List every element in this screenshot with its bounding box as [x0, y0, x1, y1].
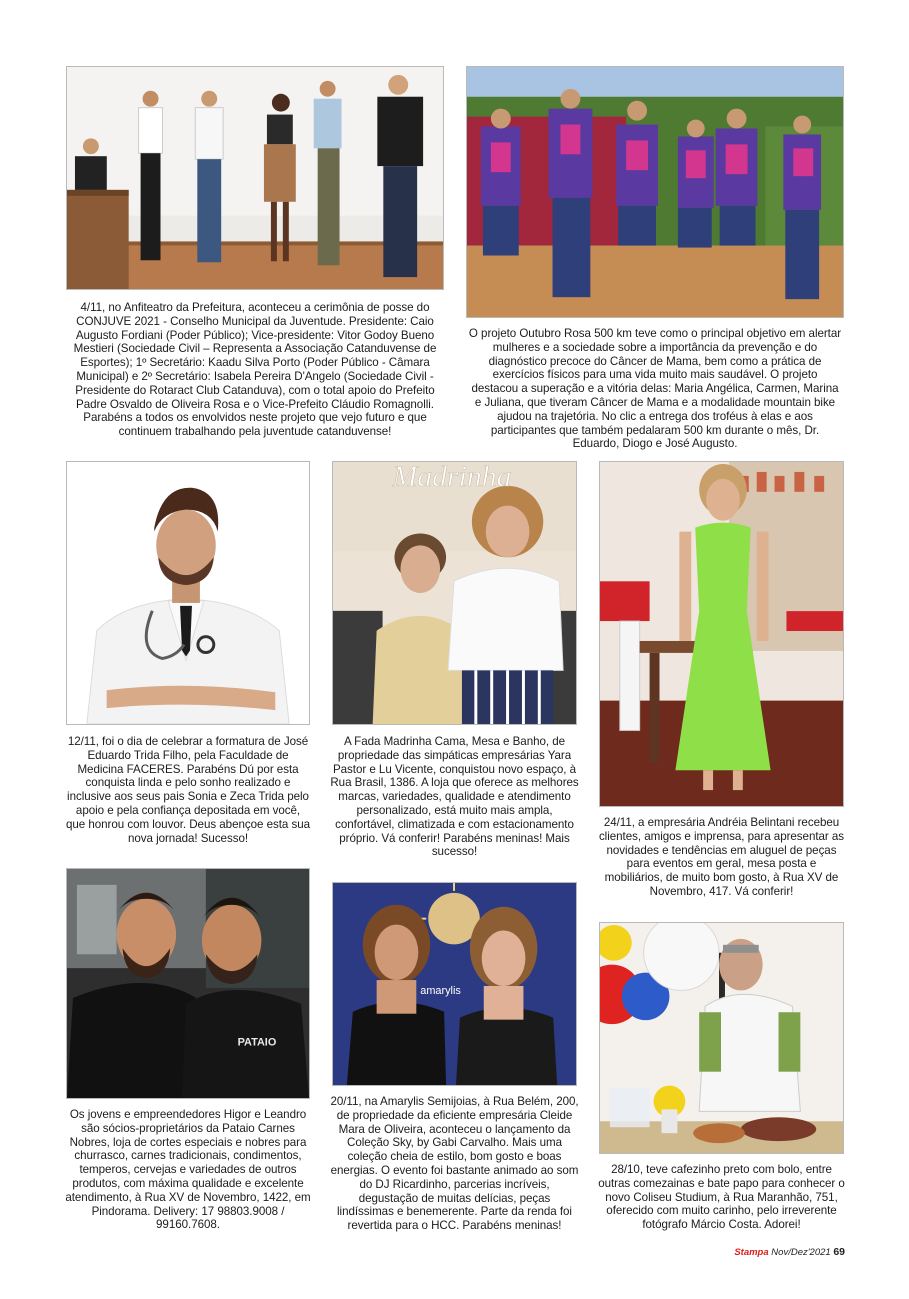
photo-pataio-owners: [66, 868, 310, 1099]
caption-pataio: Os jovens e empreendedores Higor e Leandro são sócios-proprietários da Pataio Carnes Nobres, loja de cortes especiais e nobres para churrasco, carnes tradicionais, condimentos, temperos, cervejas e variedades de outros produtos, com máxima qualidade e excelente atendimento, à Rua XV de Novembro, 1422, em Pindorama. Delivery: 17 98803.9008 / 99160.7608.: [65, 1108, 311, 1232]
madrinha-sign-text: Madrinha: [392, 462, 512, 493]
page-folio: [734, 1246, 845, 1258]
photo-andreia-belintani: [599, 461, 844, 807]
page-number: 69: [833, 1246, 845, 1258]
pataio-logo-text: PATAIO: [237, 1036, 277, 1049]
edition-label: Nov/Dez'2021: [771, 1247, 831, 1258]
caption-conjuve: 4/11, no Anfiteatro da Prefeitura, aconteceu a cerimônia de posse do CONJUVE 2021 - Conselho Municipal da Juventude. Presidente: Caio Augusto Fordiani (Poder Público); Vice-presidente: Vitor Godoy Bueno Mestieri (Sociedade Civil – Representa a Associação Catanduvense de Esportes); 1º Secretário: Kaadu Silva Porto (Poder Público - Câmara Municipal) e 2º Secretário: Isabela Pereira D'Angelo (Sociedade Civil - Presidente do Rotaract Club Catanduva), com o total apoio do Prefeito Padre Osvaldo de Oliveira Rosa e o Vice-Prefeito Cláudio Romagnolli. Parabéns a todos os envolvidos neste projeto que vejo futuro e que continuem trabalhando pela juventude catanduvense!: [73, 301, 437, 439]
amarylis-sign-text: amarylis: [420, 984, 461, 997]
caption-belintani: 24/11, a empresária Andréia Belintani recebeu clientes, amigos e imprensa, para apresentar as novidades e tendências em aluguel de peças para eventos em geral, mesa posta e mobiliários, de muito bom gosto, à Rua XV de Novembro, 417. Vá conferir!: [598, 816, 845, 898]
caption-amarylis: 20/11, na Amarylis Semijoias, à Rua Belém, 200, de propriedade da eficiente empresária Cleide Mara de Oliveira, aconteceu o lançamento da Coleção Sky, by Gabi Carvalho. Mais uma coleção cheia de estilo, bom gosto e boas energias. O evento foi bastante animado ao som do DJ Ricardinho, parcerias incríveis, degustação de muitas delícias, peças lindíssimas e benemerente. Parte da renda foi revertida para o HCC. Parabéns meninas!: [330, 1095, 579, 1233]
photo-conjuve-ceremony: [66, 66, 444, 290]
caption-outubro-rosa: O projeto Outubro Rosa 500 km teve como o principal objetivo em alertar mulheres e a sociedade sobre a importância da prevenção e do diagnóstico precoce do Câncer de Mama, bem como a prática de exercícios físicos para uma vida muito mais saudável. O projeto destacou a superação e a vitória delas: Maria Angélica, Carmen, Marina e Juliana, que tiveram Câncer de Mama e a modalidade mountain bike ajudou na trajetória. No clic a entrega dos troféus à elas e aos participantes que também pedalaram 500 km durante o mês, Dr. Eduardo, Diogo e José Augusto.: [468, 327, 842, 451]
photo-graduation-doctor: [66, 461, 310, 725]
caption-coliseu: 28/10, teve cafezinho preto com bolo, entre outras comezainas e bate papo para conhecer o novo Coliseu Studium, à Rua Maranhão, 751, oferecido com muito carinho, pelo irreverente fotógrafo Márcio Costa. Adorei!: [598, 1163, 845, 1232]
photo-coliseu-studium: [599, 922, 844, 1154]
magazine-brand: Stampa: [734, 1247, 769, 1258]
photo-amarylis-launch: [332, 882, 577, 1086]
photo-fada-madrinha-owners: [332, 461, 577, 725]
photo-outubro-rosa-cyclists: [466, 66, 844, 318]
caption-fada-madrinha: A Fada Madrinha Cama, Mesa e Banho, de propriedade das simpáticas empresárias Yara Pastor e Lu Vicente, conquistou novo espaço, à Rua Brasil, 1386. A loja que oferece as melhores marcas, variedades, qualidade e atendimento personalizado, está muito mais ampla, confortável, climatizada e com estacionamento próprio. Vá conferir! Parabéns meninas! Mais sucesso!: [330, 735, 579, 859]
caption-formatura: 12/11, foi o dia de celebrar a formatura de José Eduardo Trida Filho, pela Faculdade de Medicina FACERES. Parabéns Dú por esta conquista linda e pelo sonho realizado e inclusive aos seus pais Sonia e Zeca Trida pelo apoio e pela confiança depositada em você, que honrou com louvor. Deus abençoe esta sua nova jornada! Sucesso!: [66, 735, 311, 845]
